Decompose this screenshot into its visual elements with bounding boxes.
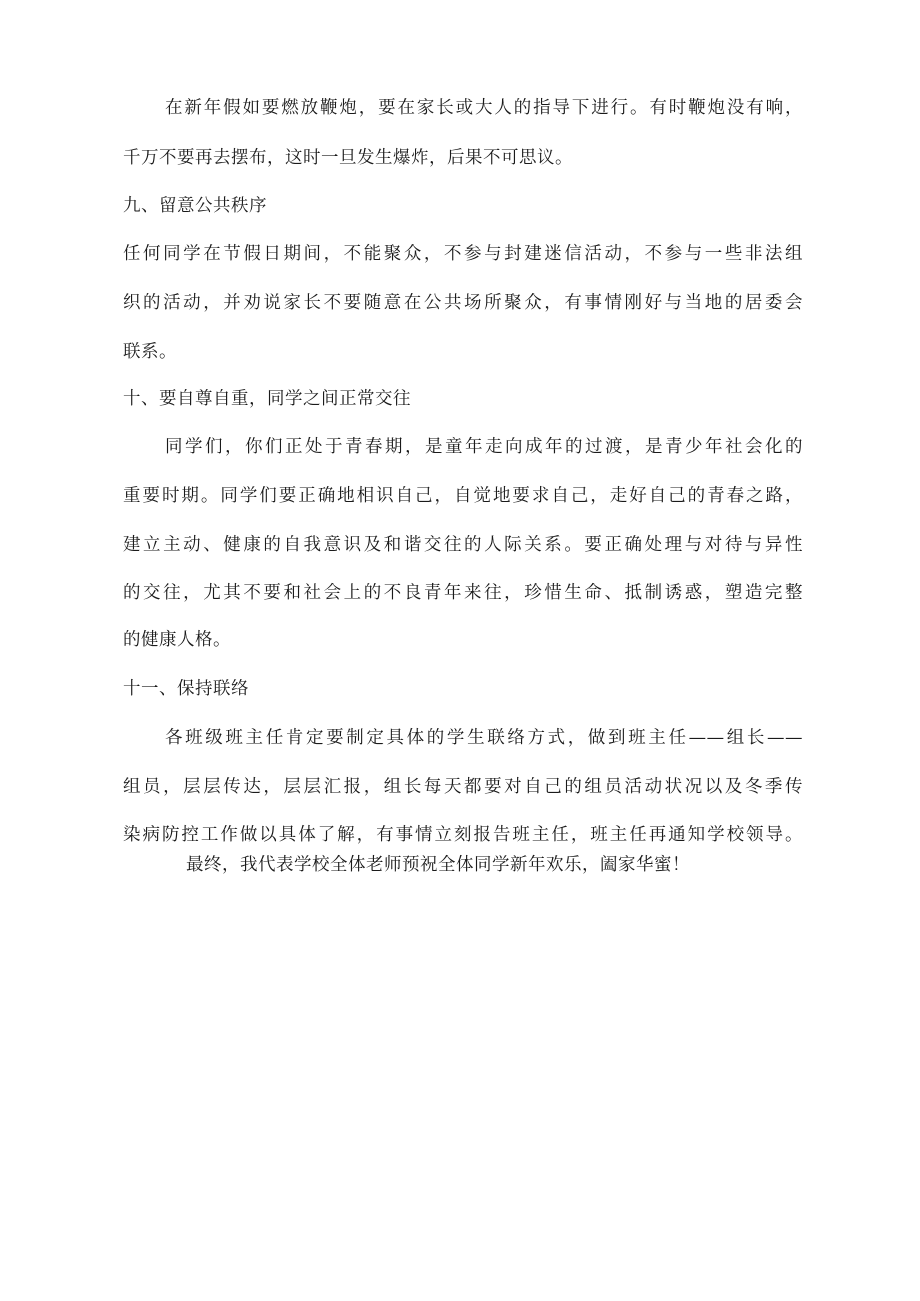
section-heading: 十、要自尊自重，同学之间正常交往 (123, 389, 411, 409)
paragraph-line: 织的活动，并劝说家长不要随意在公共场所聚众，有事情刚好与当地的居委会 (123, 293, 803, 313)
paragraph-line: 建立主动、健康的自我意识及和谐交往的人际关系。要正确处理与对待与异性 (123, 535, 803, 555)
paragraph-line: 各班级班主任肯定要制定具体的学生联络方式，做到班主任——组长—— (165, 728, 803, 748)
section-heading: 九、留意公共秩序 (123, 196, 267, 216)
paragraph-line: 在新年假如要燃放鞭炮，要在家长或大人的指导下进行。有时鞭炮没有响， (165, 98, 803, 118)
paragraph-line: 的健康人格。 (123, 630, 231, 650)
paragraph-line: 千万不要再去摆布，这时一旦发生爆炸，后果不可思议。 (123, 148, 573, 168)
paragraph-line: 任何同学在节假日期间，不能聚众，不参与封建迷信活动，不参与一些非法组 (123, 244, 803, 264)
closing-line: 最终，我代表学校全体老师预祝全体同学新年欢乐，阖家华蜜！ (186, 855, 690, 875)
paragraph-line: 染病防控工作做以具体了解，有事情立刻报告班主任，班主任再通知学校领导。 (123, 825, 803, 845)
paragraph-line: 重要时期。同学们要正确地相识自己，自觉地要求自己，走好自己的青春之路， (123, 486, 803, 506)
paragraph-line: 联系。 (123, 342, 177, 362)
paragraph-line: 同学们，你们正处于青春期，是童年走向成年的过渡，是青少年社会化的 (165, 437, 803, 457)
section-heading: 十一、保持联络 (123, 679, 249, 699)
paragraph-line: 组员，层层传达，层层汇报，组长每天都要对自己的组员活动状况以及冬季传 (123, 777, 803, 797)
paragraph-line: 的交往，尤其不要和社会上的不良青年来往，珍惜生命、抵制诱惑，塑造完整 (123, 583, 803, 603)
